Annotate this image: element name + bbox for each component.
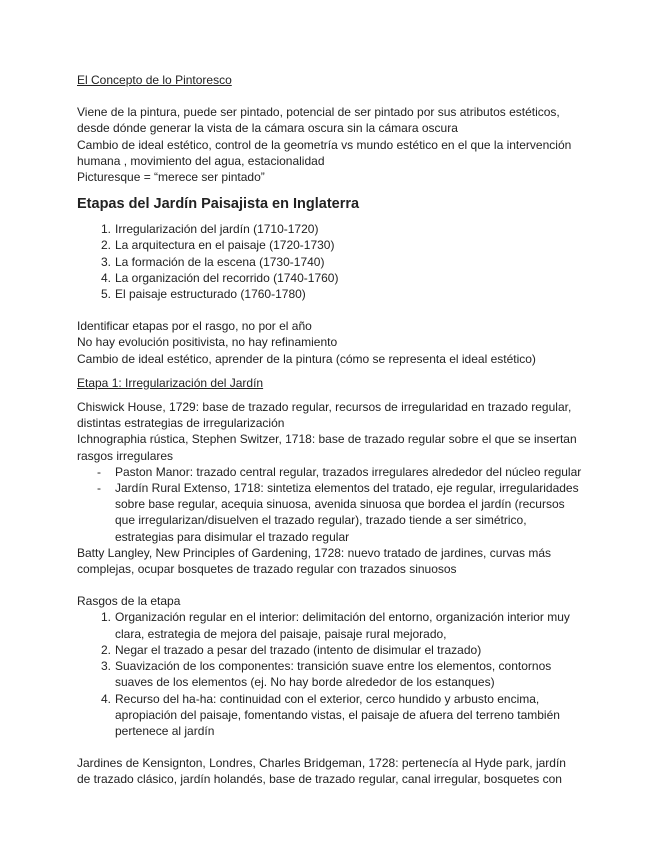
list-number: 2. <box>100 238 111 253</box>
section-title-pintoresco: El Concepto de lo Pintoresco <box>77 73 232 87</box>
list-item-text: La organización del recorrido (1740-1760) <box>115 270 339 285</box>
list-number: 2. <box>100 642 111 657</box>
paragraph-batty-langley: Batty Langley, New Principles of Gardening, 1728: nuevo tratado de jardines, curvas más complejas, ocupar bosquetes de trazado regular con trazados sinuosos <box>77 545 552 577</box>
list-number: 4. <box>100 270 111 285</box>
note-line: Cambio de ideal estético, aprender de la pintura (cómo se representa el ideal estético) <box>77 351 536 366</box>
list-number: 1. <box>100 610 111 625</box>
list-item <box>77 237 582 253</box>
list-item <box>77 286 582 302</box>
paragraph-line: Viene de la pintura, puede ser pintado, potencial de ser pintado por sus atributos estéticos, desde dónde generar la vista de la cámara oscura sin la cámara oscura <box>77 105 560 136</box>
list-item-text: La formación de la escena (1730-1740) <box>115 254 325 269</box>
rasgos-title: Rasgos de la etapa <box>77 594 181 609</box>
list-item-text: Negar el trazado a pesar del trazado (intento de disimular el trazado) <box>115 642 482 657</box>
list-item <box>77 658 582 690</box>
section-title-etapa1: Etapa 1: Irregularización del Jardín <box>77 375 264 390</box>
paragraph-ichnographia: Ichnographia rústica, Stephen Switzer, 1718: base de trazado regular sobre el que se insertan rasgos irregulares <box>77 432 577 463</box>
list-item-text: Irregularización del jardín (1710-1720) <box>115 222 319 237</box>
list-item <box>77 480 582 545</box>
list-item <box>77 691 582 740</box>
heading-etapas: Etapas del Jardín Paisajista en Inglaterra <box>77 196 360 213</box>
list-item <box>77 270 582 286</box>
paragraph-chiswick: Chiswick House, 1729: base de trazado regular, recursos de irregularidad en trazado regular, distintas estrategias de irregularización <box>77 400 572 431</box>
note-line: Identificar etapas por el rasgo, no por el año <box>77 319 312 334</box>
list-item <box>77 642 582 658</box>
etapas-list <box>77 221 582 302</box>
list-item-text: Paston Manor: trazado central regular, trazados irregulares alrededor del núcleo regular <box>115 464 582 479</box>
list-number: 3. <box>100 254 111 269</box>
list-number: 1. <box>100 222 111 237</box>
paragraph-kensington: Jardines de Kensignton, Londres, Charles Bridgeman, 1728: pertenecía al Hyde park, jardín de trazado clásico, jardín holandés, base de trazado regular, canal irregular, bosquetes con <box>77 756 566 787</box>
document-page <box>77 72 582 788</box>
list-item-text: El paisaje estructurado (1760-1780) <box>115 287 306 302</box>
list-item-text: Recurso del ha-ha: continuidad con el exterior, cerco hundido y arbusto encima, apropiación del paisaje, fomentando vistas, el paisaje de afuera del terreno también pertenece al jardín <box>115 691 560 738</box>
list-number: 4. <box>100 691 111 706</box>
list-item <box>77 254 582 270</box>
paragraph-line: Cambio de ideal estético, control de la geometría vs mundo estético en el que la intervención humana , movimiento del agua, estacionalidad <box>77 137 572 168</box>
list-number: 3. <box>100 659 111 674</box>
list-item-text: Suavización de los componentes: transición suave entre los elementos, contornos suaves de los elementos (ej. No hay borde alrededor de los estanques) <box>115 659 552 690</box>
list-number: 5. <box>100 287 111 302</box>
paragraph-line: Picturesque = “merece ser pintado” <box>77 170 265 185</box>
list-item <box>77 609 582 641</box>
rasgos-list <box>77 609 582 739</box>
list-item <box>77 464 582 480</box>
note-line: No hay evolución positivista, no hay refinamiento <box>77 335 338 350</box>
examples-list <box>77 464 582 545</box>
list-dash: - <box>97 464 101 479</box>
list-item-text: La arquitectura en el paisaje (1720-1730) <box>115 238 335 253</box>
list-item-text: Organización regular en el interior: delimitación del entorno, organización interior muy clara, estrategia de mejora del paisaje, paisaje rural mejorado, <box>115 610 570 641</box>
list-item-text: Jardín Rural Extenso, 1718: sintetiza elementos del tratado, eje regular, irregularidades sobre base regular, acequia sinuosa, avenida sinuosa que bordea el jardín (recursos que irregularizan/disuelven el trazado regular), trazado tiende a ser simétrico, estrategias para disimular el trazado regular <box>115 481 579 544</box>
list-dash: - <box>97 481 101 496</box>
list-item <box>77 221 582 237</box>
